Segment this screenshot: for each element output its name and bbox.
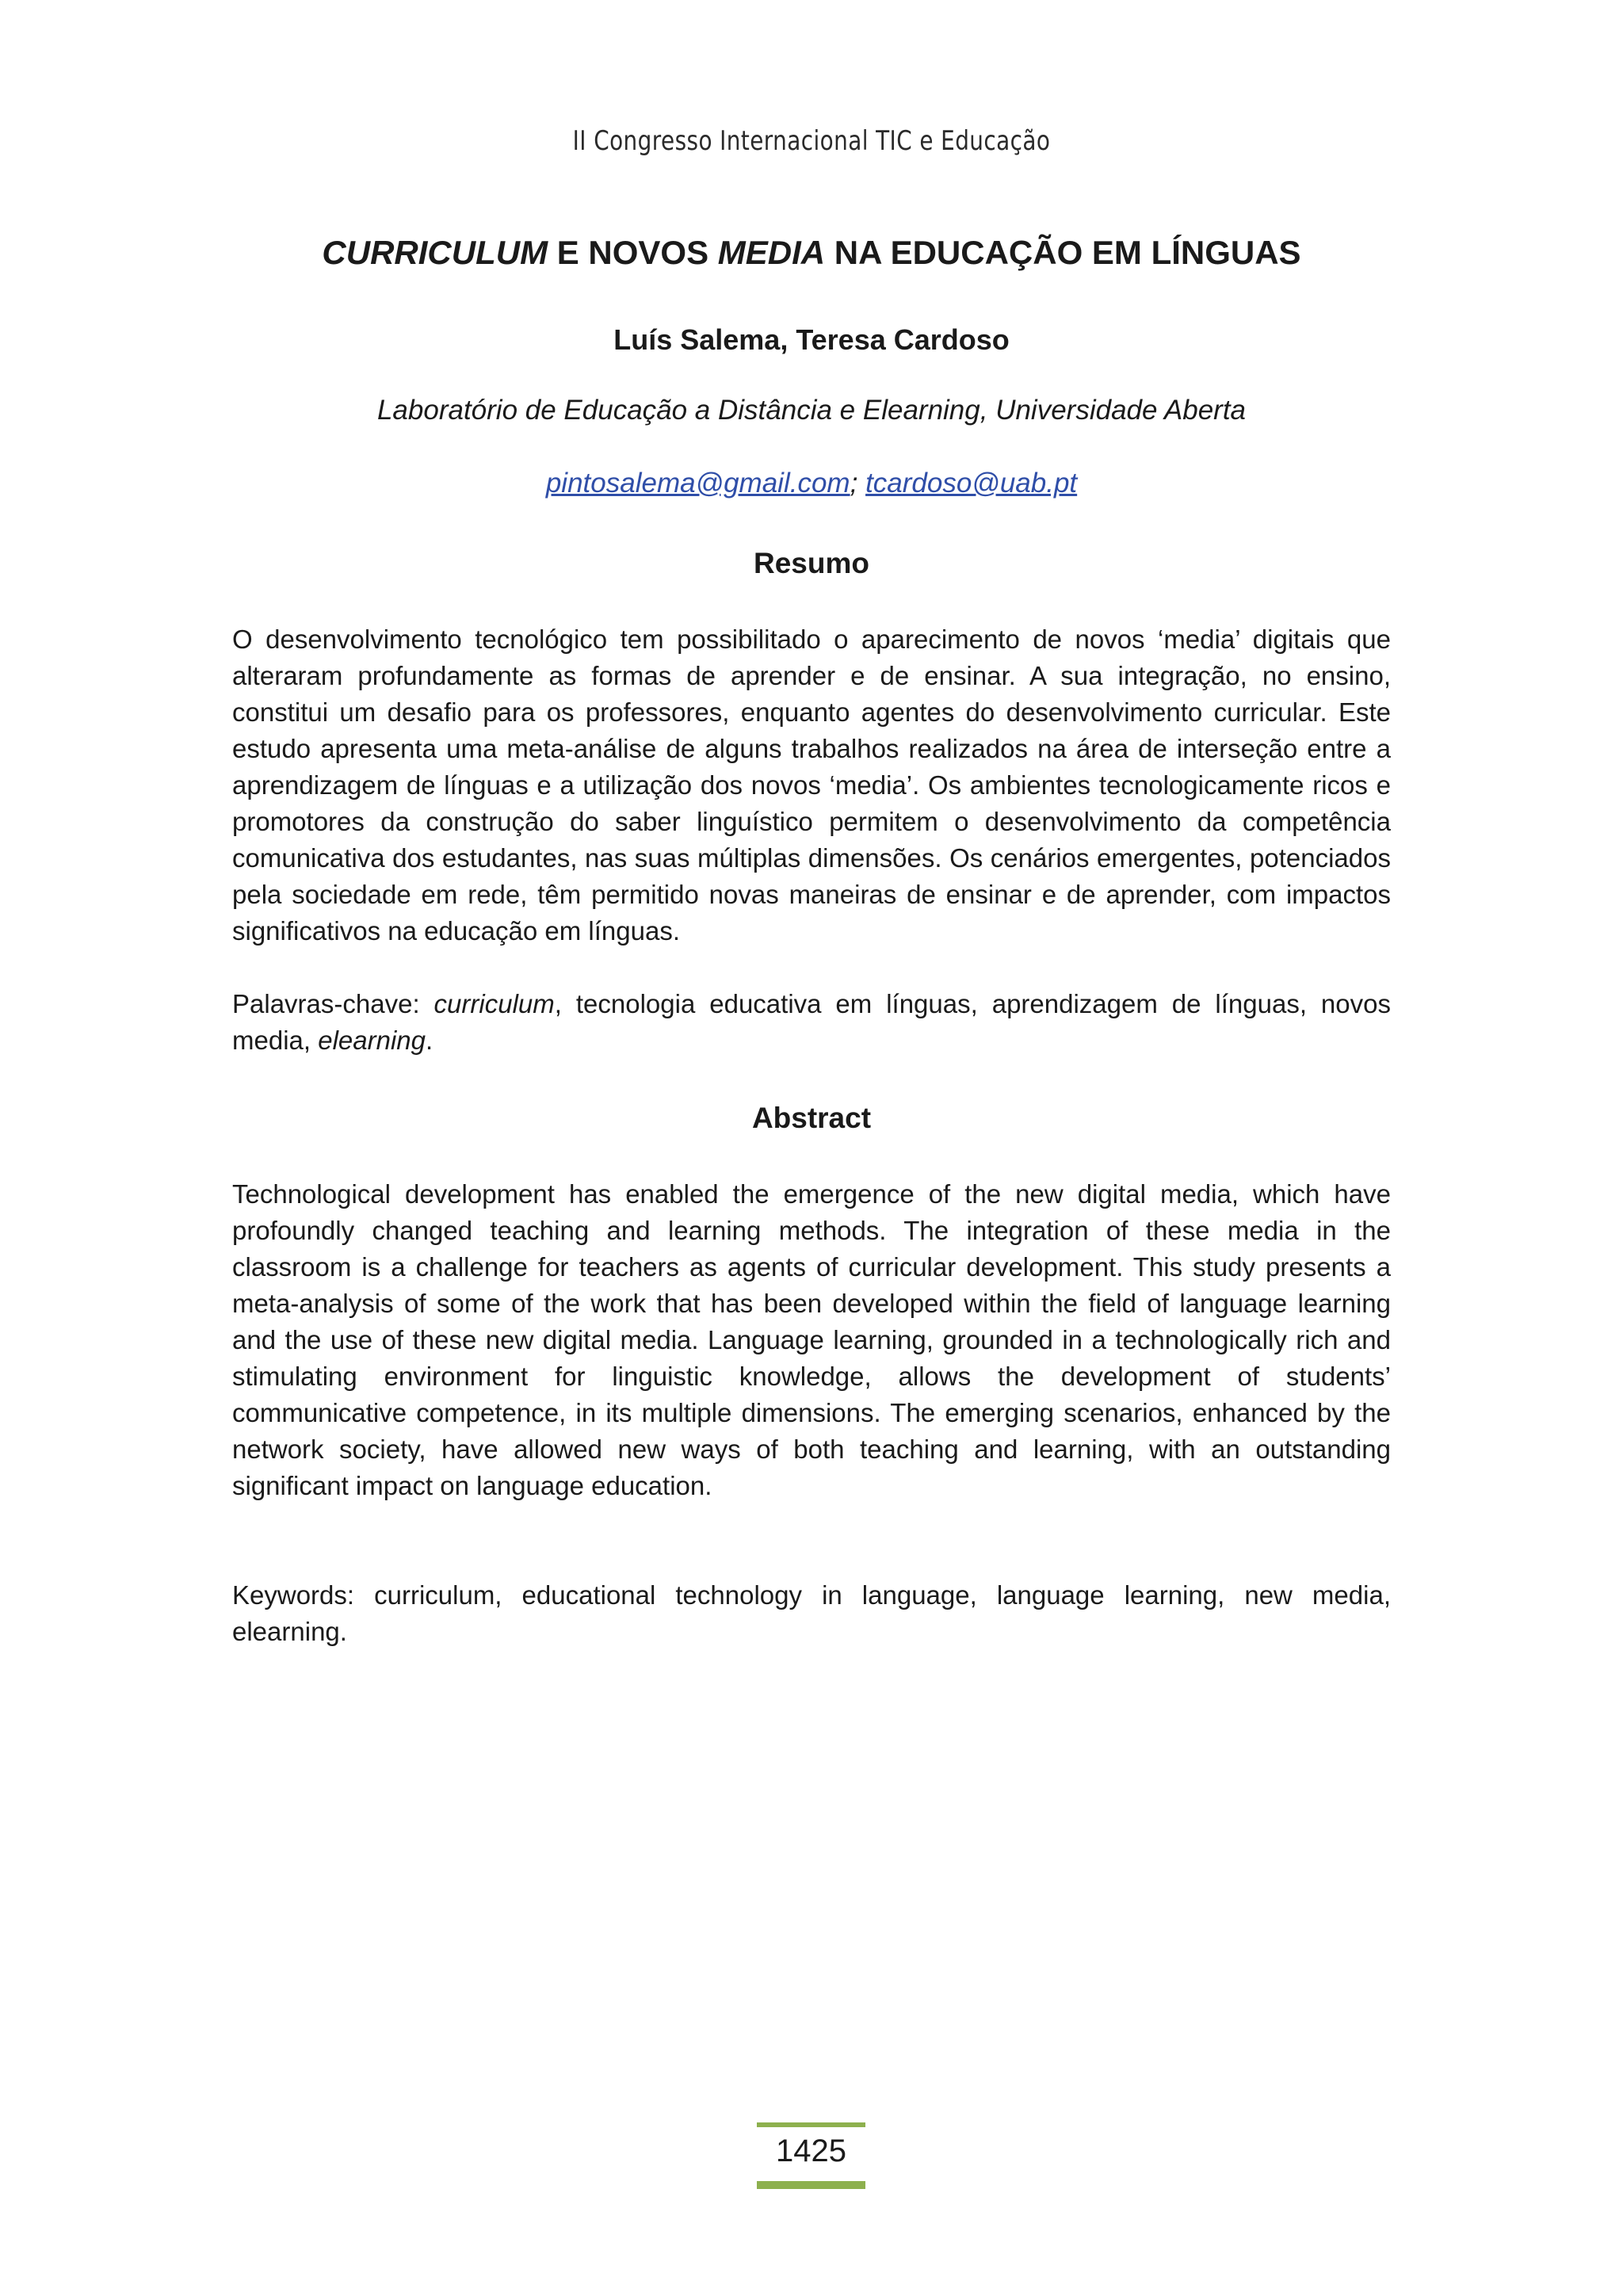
abstract-paragraph: Technological development has enabled the emergence of the new digital media, which have profoundly changed teaching and learning methods. The integration of these media in the classroom is a challenge for teachers as agents of curricular development. This study presents a meta-analysis of some of the work that has been developed within the field of language learning and the use of these new digital media. Language learning, grounded in a technologically rich and stimulating environment for linguistic knowledge, allows the development of students’ communicative competence, in its multiple dimensions. The emerging scenarios, enhanced by the network society, have allowed new ways of both teaching and learning, with an outstanding significant impact on language education.: [232, 1179, 1391, 1500]
page-number-bottom-bar: [757, 2181, 865, 2189]
email-link-cardoso[interactable]: tcardoso@uab.pt: [865, 468, 1078, 499]
abstract-keywords: Keywords: curriculum, educational technology in language, language learning, new media, elearning.: [232, 1580, 1391, 1646]
title-part-rest: NA EDUCAÇÃO EM LÍNGUAS: [825, 234, 1301, 271]
page-number-box: [757, 2122, 865, 2189]
author-emails: [0, 468, 1623, 499]
keyword-curriculum: curriculum: [433, 989, 555, 1018]
page-number: 1425: [776, 2134, 846, 2168]
keywords-label: Palavras-chave:: [232, 989, 434, 1018]
abstract-heading: Abstract: [751, 1102, 872, 1134]
email-separator: ;: [850, 468, 858, 499]
keywords-end: .: [426, 1026, 433, 1055]
email-link-salema[interactable]: pintosalema@gmail.com: [545, 468, 850, 499]
conference-header: II Congresso Internacional TIC e Educação: [572, 125, 1051, 157]
title-part-media: MEDIA: [717, 234, 826, 271]
page-number-top-bar: [757, 2122, 865, 2127]
keyword-elearning: elearning: [318, 1026, 426, 1055]
paper-title: [0, 234, 1623, 272]
authors: Luís Salema, Teresa Cardoso: [613, 323, 1010, 356]
title-part-e-novos: E NOVOS: [548, 234, 718, 271]
title-part-curriculum: CURRICULUM: [322, 234, 548, 271]
affiliation: Laboratório de Educação a Distância e Elearning, Universidade Aberta: [376, 395, 1247, 426]
resumo-heading: Resumo: [754, 547, 869, 579]
resumo-paragraph: O desenvolvimento tecnológico tem possibilitado o aparecimento de novos ‘media’ digitais que alteraram profundamente as formas de aprender e de ensinar. A sua integração, no ensino, constitui um desafio para os professores, enquanto agentes do desenvolvimento curricular. Este estudo apresenta uma meta-análise de alguns trabalhos realizados na área de interseção entre a aprendizagem de línguas e a utilização dos novos ‘media’. Os ambientes tecnologicamente ricos e promotores da construção do saber linguístico permitem o desenvolvimento da competência comunicativa dos estudantes, nas suas múltiplas dimensões. Os cenários emergentes, potenciados pela sociedade em rede, têm permitido novas maneiras de ensinar e de aprender, com impactos significativos na educação em línguas.: [232, 625, 1391, 946]
keywords-middle: , tecnologia educativa em línguas, aprendizagem de línguas, novos media,: [232, 989, 1391, 1055]
resumo-keywords: [232, 986, 1391, 1059]
